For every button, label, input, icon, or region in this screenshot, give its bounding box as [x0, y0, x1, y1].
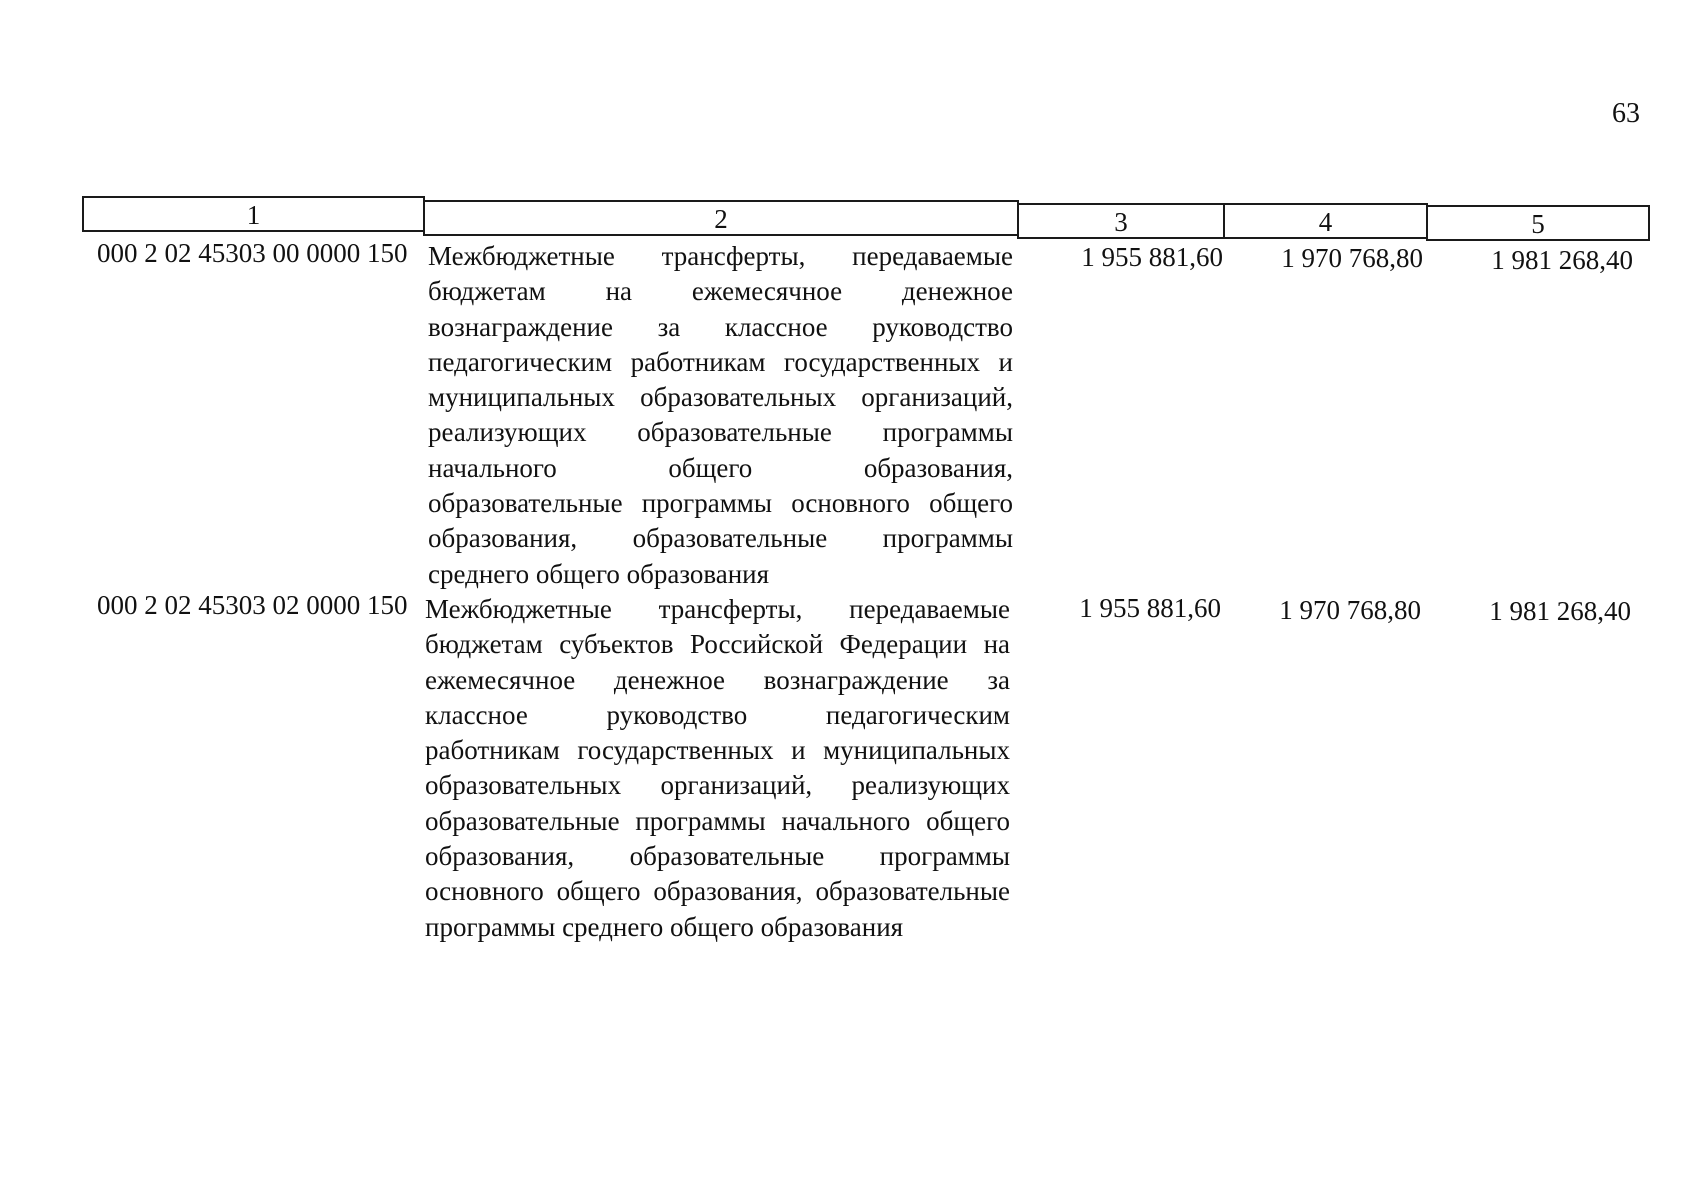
description-line: ежемесячное денежное вознаграждение за — [425, 664, 1010, 695]
column-header-1: 1 — [82, 196, 425, 232]
description-line: программы среднего общего образования — [425, 911, 904, 942]
description-line: педагогическим работникам государственных и — [428, 346, 1013, 377]
row-description — [428, 239, 1013, 592]
column-header-5: 5 — [1426, 205, 1650, 241]
row-description — [425, 592, 1010, 945]
description-line: образовательные программы основного общего — [428, 488, 1013, 519]
column-header-4: 4 — [1223, 203, 1428, 239]
description-line: образования, образовательные программы — [425, 841, 1010, 872]
amount-col4: 1 970 768,80 — [1279, 595, 1421, 625]
description-line: среднего общего образования — [428, 558, 770, 589]
amount-col3: 1 955 881,60 — [1079, 593, 1221, 623]
description-line: реализующих образовательные программы — [428, 417, 1013, 448]
row-code: 000 2 02 45303 02 0000 150 — [97, 590, 408, 620]
row-code: 000 2 02 45303 00 0000 150 — [97, 238, 408, 268]
description-line: муниципальных образовательных организаций, — [428, 382, 1013, 413]
description-line: образовательные программы начального общего — [425, 805, 1010, 836]
description-line: бюджетам субъектов Российской Федерации на — [425, 629, 1010, 660]
description-line: классное руководство педагогическим — [425, 699, 1010, 730]
description-line: бюджетам на ежемесячное денежное — [428, 276, 1013, 307]
description-line: основного общего образования, образовательные — [425, 876, 1010, 907]
amount-col5: 1 981 268,40 — [1489, 596, 1631, 626]
description-line: Межбюджетные трансферты, передаваемые — [425, 594, 1010, 624]
description-line: работникам государственных и муниципальных — [425, 735, 1010, 766]
description-line: образовательных организаций, реализующих — [425, 770, 1010, 801]
amount-col3: 1 955 881,60 — [1081, 242, 1223, 272]
description-line: Межбюджетные трансферты, передаваемые — [428, 241, 1013, 271]
description-line: вознаграждение за классное руководство — [428, 311, 1013, 342]
amount-col4: 1 970 768,80 — [1281, 243, 1423, 273]
column-header-3: 3 — [1017, 203, 1225, 239]
page-number: 63 — [1612, 98, 1640, 129]
description-line: образования, образовательные программы — [428, 523, 1013, 554]
column-header-2: 2 — [423, 200, 1019, 236]
amount-col5: 1 981 268,40 — [1491, 245, 1633, 275]
description-line: начального общего образования, — [428, 452, 1013, 483]
